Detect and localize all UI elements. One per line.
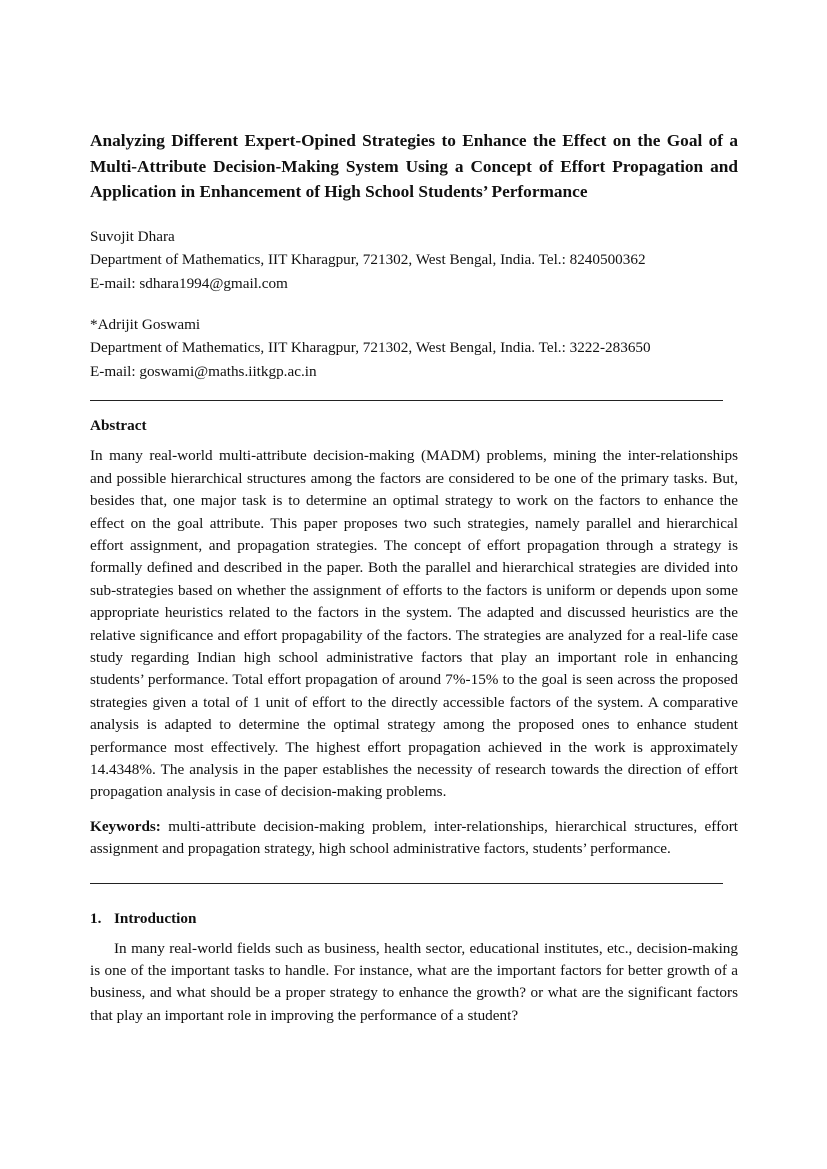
section-title: Introduction [114,909,197,927]
abstract-text: In many real-world multi-attribute decision-making (MADM) problems, mining the inter-relationships and possible hierarchical structures among the factors are considered to be one of the primary tasks. But, besides that, one major task is to determine an optimal strategy to work on the factors to enhance the effect on the goal attribute. This paper proposes two such strategies, namely parallel and hierarchical effort assignment, and propagation strategies. The concept of effort propagation through a strategy is formally defined and described in the paper. Both the parallel and hierarchical strategies are divided into sub-strategies based on whether the assignment of efforts to the factors is uniform or depends upon some appropriate heuristics related to the factors in the system. The adapted and discussed heuristics are the relative significance and effort propagability of the factors. The strategies are analyzed for a real-life case study regarding Indian high school administrative factors that play an important role in enhancing students’ performance. Total effort propagation of around 7%-15% to the goal is seen across the proposed strategies given a total of 1 unit of effort to the directly accessible factors of the system. A comparative analysis is adapted to determine the optimal strategy among the proposed ones to enhance student performance most effectively. The highest effort propagation achieved in the work is approximately 14.4348%. The analysis in the paper establishes the necessity of research towards the direction of effort propagation analysis in case of decision-making problems. [90,447,738,801]
author-block-2 [90,313,738,384]
divider-top [90,400,723,401]
section-number: 1. [90,909,102,927]
abstract-heading: Abstract [90,417,147,435]
divider-bottom [90,883,723,884]
author-block-1 [90,225,738,296]
author-email: E-mail: sdhara1994@gmail.com [90,274,288,292]
author-affiliation: Department of Mathematics, IIT Kharagpur, 721302, West Bengal, India. Tel.: 3222-283650 [90,339,651,357]
introduction-text: In many real-world fields such as business, health sector, educational institutes, etc., decision-making is one of the important tasks to handle. For instance, what are the important factors for better growth of a business, and what should be a proper strategy to enhance the growth? or what are the significant factors that play an important role in improving the performance of a student? [90,939,738,1024]
keywords-label: Keywords: [90,817,161,835]
keywords-text: multi-attribute decision-making problem, inter-relationships, hierarchical structures, effort assignment and propagation strategy, high school administrative factors, students’ performance. [90,817,738,858]
author-affiliation: Department of Mathematics, IIT Kharagpur, 721302, West Bengal, India. Tel.: 8240500362 [90,251,646,269]
author-name: Suvojit Dhara [90,227,175,245]
author-name: *Adrijit Goswami [90,315,201,333]
paper-title: Analyzing Different Expert-Opined Strategies to Enhance the Effect on the Goal of a Multi-Attribute Decision-Making System Using a Concept of Effort Propagation and Application in Enhancement of High School Students’ Performance [90,131,738,202]
keywords-paragraph [90,816,738,861]
introduction-heading [90,908,738,930]
paper-page [90,128,738,1027]
author-email: E-mail: goswami@maths.iitkgp.ac.in [90,362,317,380]
